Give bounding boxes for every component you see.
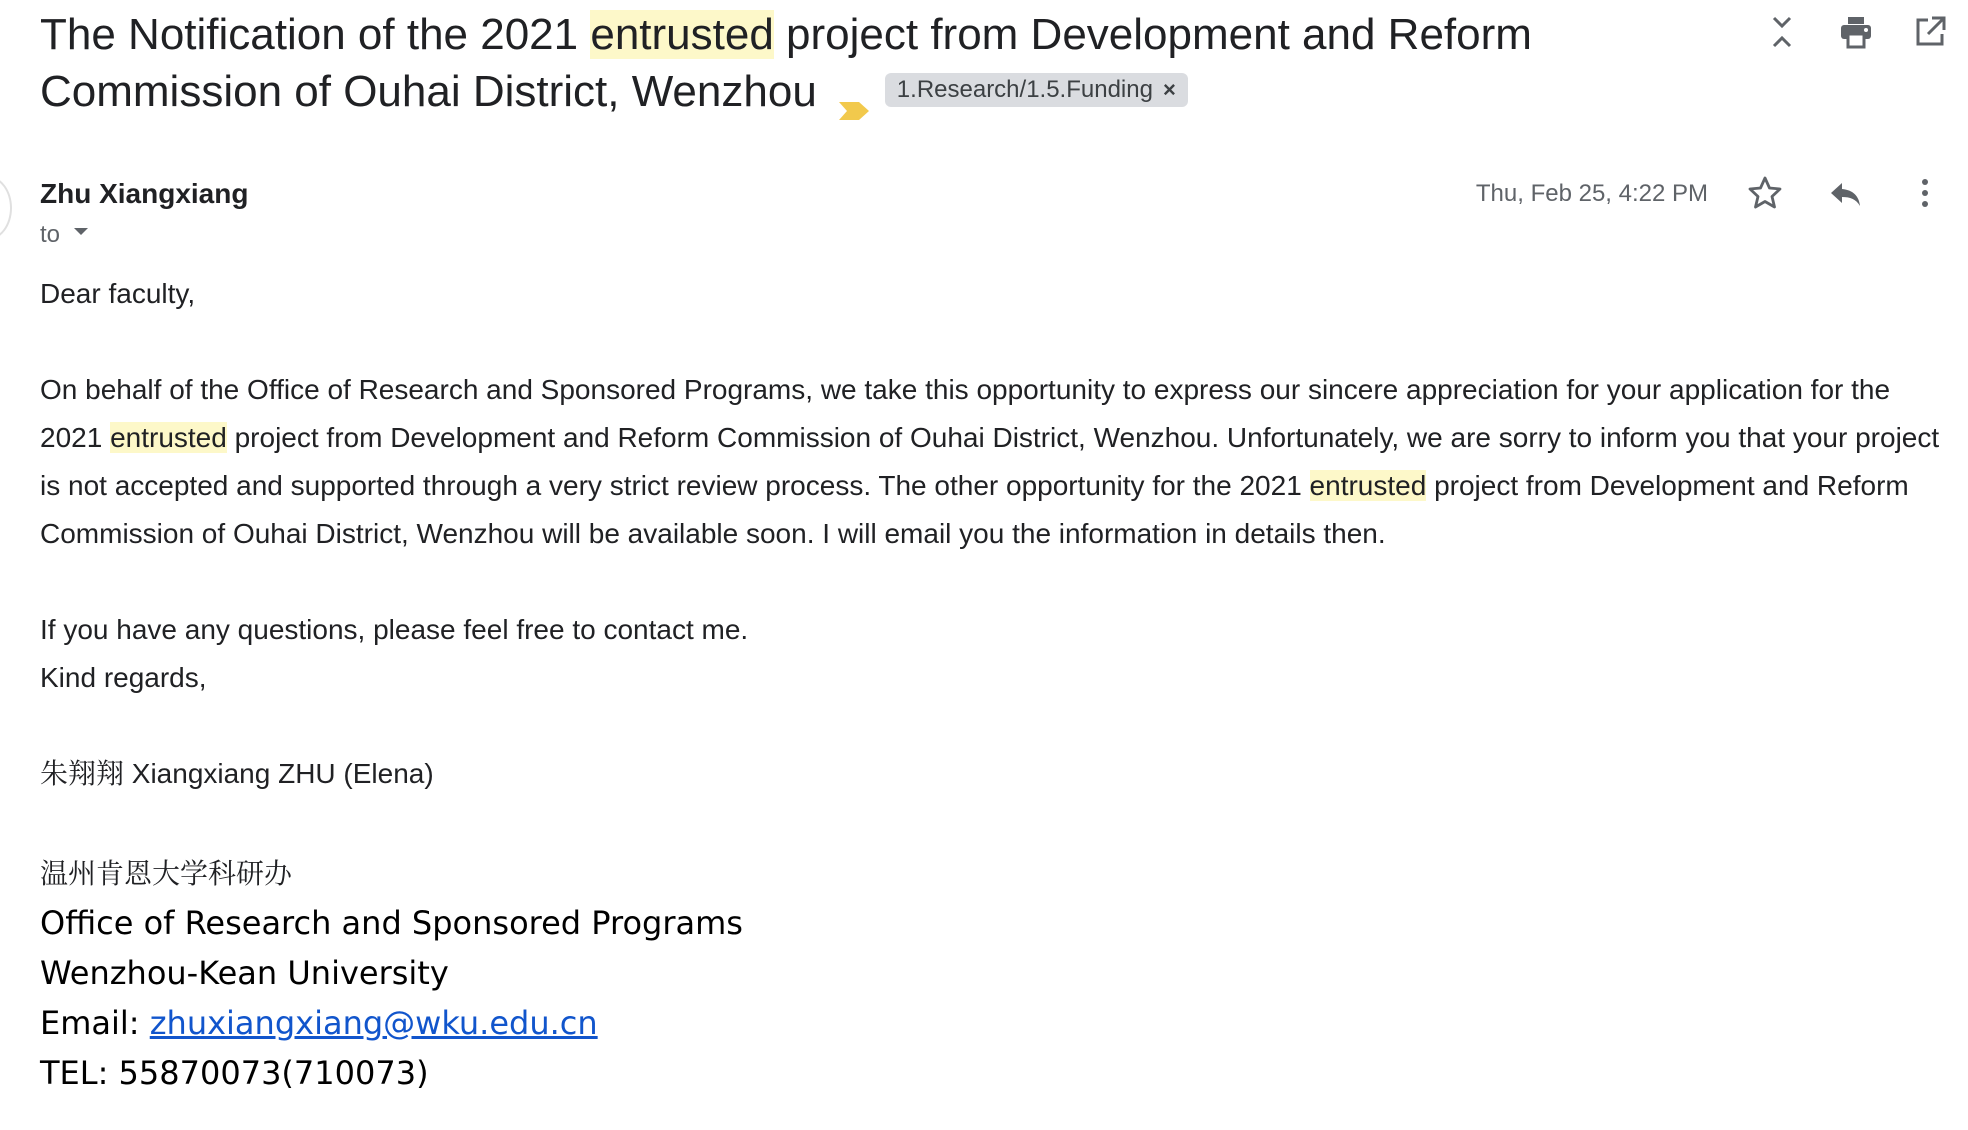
signature-name: 朱翔翔 Xiangxiang ZHU (Elena)	[40, 758, 434, 789]
message-date: Thu, Feb 25, 4:22 PM	[1475, 180, 1708, 207]
open-in-new-window-icon[interactable]	[1912, 14, 1948, 50]
collapse-all-icon[interactable]	[1764, 14, 1800, 50]
signature-block	[40, 898, 1940, 1098]
signature-email-row	[40, 998, 1940, 1048]
more-vert-icon[interactable]	[1906, 174, 1944, 212]
signature-university: Wenzhou-Kean University	[40, 954, 449, 992]
remove-label-icon[interactable]: ×	[1162, 77, 1176, 103]
recipients-row[interactable]	[40, 220, 92, 249]
email-subject	[40, 6, 1680, 120]
closing: Kind regards,	[40, 662, 207, 693]
dropdown-arrow-icon[interactable]	[70, 220, 92, 249]
importance-marker-icon[interactable]	[837, 79, 871, 101]
signature-tel: TEL: 55870073(710073)	[40, 1054, 429, 1092]
label-chip[interactable]	[885, 73, 1188, 107]
message-actions	[1746, 174, 1944, 212]
email-link[interactable]: zhuxiangxiang@wku.edu.cn	[149, 1004, 598, 1042]
avatar	[0, 176, 12, 240]
sender-name[interactable]: Zhu Xiangxiang	[40, 178, 249, 209]
greeting: Dear faculty,	[40, 278, 196, 309]
reply-icon[interactable]	[1826, 174, 1864, 212]
search-highlight: entrusted	[1309, 470, 1427, 501]
search-highlight: entrusted	[590, 10, 774, 59]
subject-text: The Notification of the 2021	[40, 10, 591, 59]
email-label: Email:	[40, 1004, 150, 1042]
label-chip-text: 1.Research/1.5.Funding	[896, 76, 1153, 104]
body-paragraph: If you have any questions, please feel free to contact me.	[40, 614, 749, 645]
print-icon[interactable]	[1838, 14, 1874, 50]
signature-office: Office of Research and Sponsored Programs	[40, 904, 743, 942]
to-label: to	[40, 220, 61, 248]
subject-text: project from Development and Reform Commission of Ouhai District, Wenzhou	[40, 10, 1532, 116]
message-body	[40, 270, 1940, 1098]
star-icon[interactable]	[1746, 174, 1784, 212]
thread-toolbar	[1764, 14, 1948, 50]
body-paragraph: On behalf of the Office of Research and Sponsored Programs, we take this opportunity to express our sincere appreciation for your application for the 2021 entrusted project from Development and Reform Commission of Ouhai District, Wenzhou. Unfortunately, we are sorry to inform you that your project is not accepted and supported through a very strict review process. The other opportunity for the 2021 entrusted project from Development and Reform Commission of Ouhai District, Wenzhou will be available soon. I will email you the information in details then.	[40, 374, 1940, 549]
search-highlight: entrusted	[110, 422, 227, 453]
signature-org-chinese: 温州肯恩大学科研办	[40, 857, 293, 890]
